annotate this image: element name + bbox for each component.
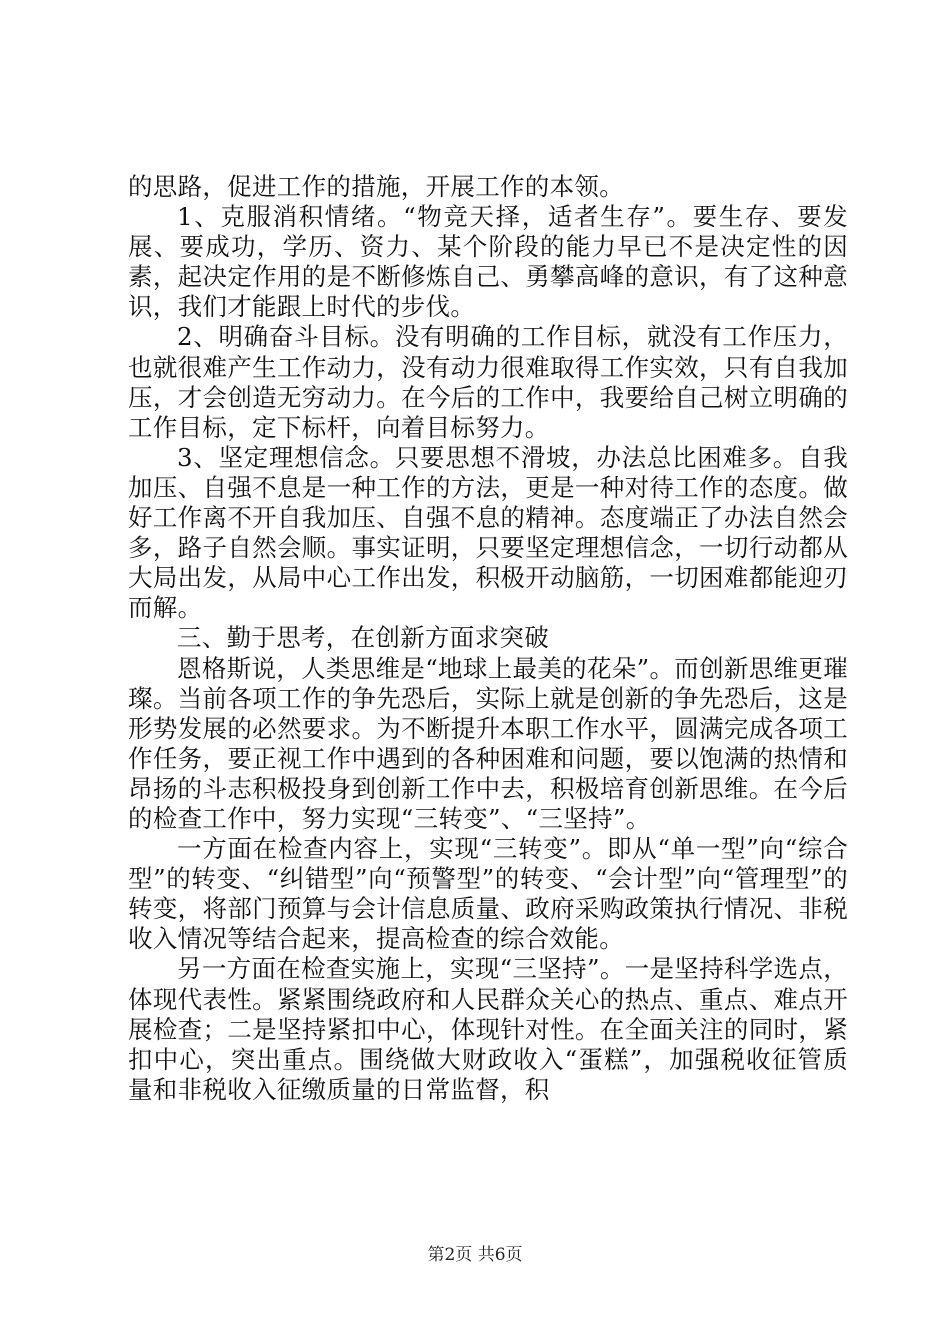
page-number-footer: 第2页 共6页 <box>427 1245 523 1265</box>
document-body <box>128 172 848 1105</box>
section-heading-innovation: 三、勤于思考，在创新方面求突破 <box>177 623 549 653</box>
paragraph-three-persistences: 另一方面在检查实施上，实现“三坚持”。一是坚持科学选点，体现代表性。紧紧围绕政府和人民群众关心的热点、重点、难点开展检查；二是坚持紧扣中心，体现针对性。在全面关注的同时，紧扣中心，突出重点。围绕做大财政收入“蛋糕”，加强税收征管质量和非税收入征缴质量的日常监督，积 <box>128 954 848 1104</box>
paragraph-clear-goals: 2、明确奋斗目标。没有明确的工作目标，就没有工作压力，也就很难产生工作动力，没有动力很难取得工作实效，只有自我加压，才会创造无穷动力。在今后的工作中，我要给自己树立明确的工作目标，定下标杆，向着目标努力。 <box>128 322 848 442</box>
paragraph-firm-beliefs: 3、坚定理想信念。只要思想不滑坡，办法总比困难多。自我加压、自强不息是一种工作的方法，更是一种对待工作的态度。做好工作离不开自我加压、自强不息的精神。态度端正了办法自然会多，路子自然会顺。事实证明，只要坚定理想信念，一切行动都从大局出发，从局中心工作出发，积极开动脑筋，一切困难都能迎刃而解。 <box>128 442 848 623</box>
paragraph-continuation: 的思路，促进工作的措施，开展工作的本领。 <box>128 172 624 201</box>
paragraph-three-transformations: 一方面在检查内容上，实现“三转变”。即从“单一型”向“综合型”的转变、“纠错型”向“预警型”的转变、“会计型”向“管理型”的转变，将部门预算与会计信息质量、政府采购政策执行情况、非税收入情况等结合起来，提高检查的综合效能。 <box>128 834 848 954</box>
paragraph-engels-quote: 恩格斯说，人类思维是“地球上最美的花朵”。而创新思维更璀璨。当前各项工作的争先恐后，实际上就是创新的争先恐后，这是形势发展的必然要求。为不断提升本职工作水平，圆满完成各项工作任务，要正视工作中遇到的各种困难和问题，要以饱满的热情和昂扬的斗志积极投身到创新工作中去，积极培育创新思维。在今后的检查工作中，努力实现“三转变”、“三坚持”。 <box>128 653 848 833</box>
paragraph-overcome-negativity: 1、克服消积情绪。“物竞天择，适者生存”。要生存、要发展、要成功，学历、资力、某个阶段的能力早已不是决定性的因素，起决定作用的是不断修炼自己、勇攀高峰的意识，有了这种意识，我们才能跟上时代的步伐。 <box>128 202 848 322</box>
